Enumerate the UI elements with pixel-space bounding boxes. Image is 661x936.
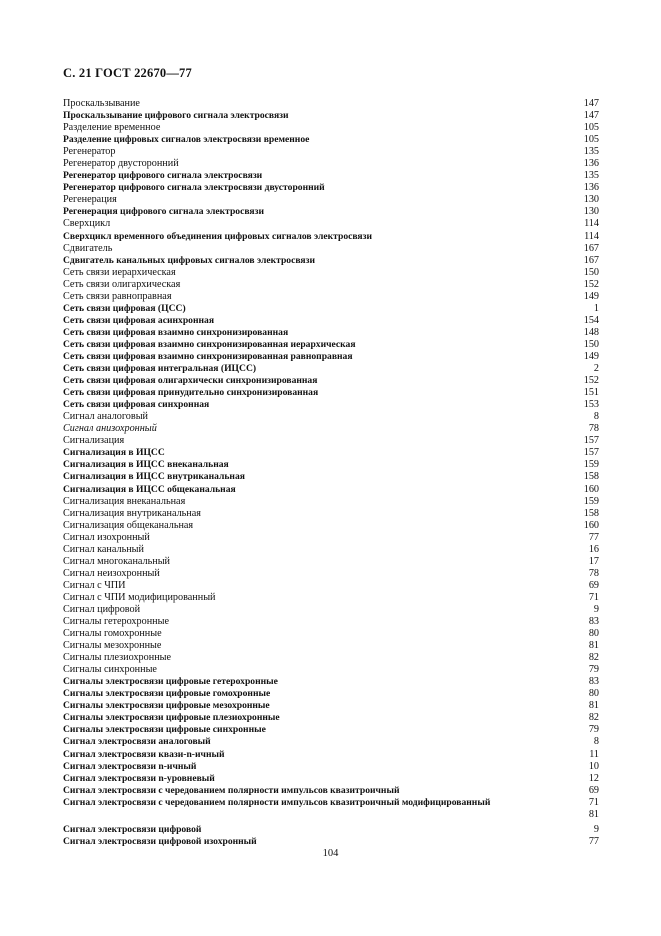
index-term: Сигнал многоканальный bbox=[63, 555, 170, 567]
index-page-ref: 79 bbox=[588, 664, 599, 676]
index-term: Сигналы мезохронные bbox=[63, 640, 162, 652]
index-entry bbox=[63, 291, 599, 303]
index-page-ref: 153 bbox=[583, 399, 599, 411]
index-entry bbox=[63, 471, 599, 483]
index-entry bbox=[63, 327, 599, 339]
index-term: Сигнализация общеканальная bbox=[63, 519, 194, 531]
index-term: Сеть связи равноправная bbox=[63, 290, 172, 302]
index-entry bbox=[63, 688, 599, 700]
index-entry bbox=[63, 785, 599, 797]
index-entry bbox=[63, 496, 599, 508]
index-entry bbox=[63, 170, 599, 182]
index-page-ref: 8 bbox=[593, 411, 599, 423]
index-entry bbox=[63, 146, 599, 158]
index-term: Сдвигатель канальных цифровых сигналов электросвязи bbox=[63, 254, 315, 266]
index-entry bbox=[63, 351, 599, 363]
index-page-ref: 136 bbox=[583, 158, 599, 170]
index-term: Сигналы электросвязи цифровые мезохронные bbox=[63, 700, 270, 712]
index-page-ref: 80 bbox=[588, 688, 599, 700]
index-page-ref: 152 bbox=[583, 278, 599, 290]
index-page-ref: 80 bbox=[588, 628, 599, 640]
index-term: Сигнал электросвязи аналоговый bbox=[63, 736, 211, 748]
index-term: Сигнал канальный bbox=[63, 543, 144, 555]
index-entry bbox=[63, 520, 599, 532]
index-term: Сигналы гетерохронные bbox=[63, 616, 169, 628]
index-page-ref: 81 bbox=[588, 808, 599, 820]
index-entry bbox=[63, 315, 599, 327]
page-header: С. 21 ГОСТ 22670—77 bbox=[63, 66, 192, 80]
index-entry bbox=[63, 435, 599, 447]
index-term: Сигнализация в ИЦСС внеканальная bbox=[63, 459, 229, 471]
index-term: Сигнализация bbox=[63, 435, 125, 447]
index-term: Сигнализация в ИЦСС bbox=[63, 447, 165, 459]
index-entry bbox=[63, 544, 599, 556]
index-entry bbox=[63, 231, 599, 243]
index-entry bbox=[63, 158, 599, 170]
index-term: Сеть связи цифровая синхронная bbox=[63, 399, 210, 411]
index-term: Сеть связи цифровая (ЦСС) bbox=[63, 302, 186, 314]
index-term: Сигналы электросвязи цифровые гетерохронные bbox=[63, 676, 278, 688]
index-term: Сигнал электросвязи с чередованием полярности импульсов квазитроичный модифицированный bbox=[63, 796, 491, 808]
index-page-ref: 150 bbox=[583, 338, 599, 350]
index-entry bbox=[63, 797, 599, 809]
index-page-ref: 11 bbox=[589, 748, 599, 760]
index-page-ref: 10 bbox=[588, 760, 599, 772]
index-entry bbox=[63, 399, 599, 411]
index-entry bbox=[63, 592, 599, 604]
index-entry bbox=[63, 182, 599, 194]
index-entry bbox=[63, 255, 599, 267]
index-term: Регенерация bbox=[63, 194, 117, 206]
index-page-ref: 135 bbox=[583, 146, 599, 158]
index-entry bbox=[63, 122, 599, 134]
index-page-ref: 83 bbox=[588, 616, 599, 628]
index-page-ref: 159 bbox=[583, 459, 599, 471]
index-term: Регенерация цифрового сигнала электросвязи bbox=[63, 206, 264, 218]
index-page-ref: 2 bbox=[593, 363, 599, 375]
index-term: Сеть связи цифровая принудительно синхронизированная bbox=[63, 387, 319, 399]
index-page-ref: 69 bbox=[588, 784, 599, 796]
index-term: Сеть связи цифровая взаимно синхронизированная иерархическая bbox=[63, 338, 356, 350]
index-term: Сигналы электросвязи цифровые гомохронные bbox=[63, 688, 271, 700]
index-entry bbox=[63, 700, 599, 712]
index-entry bbox=[63, 676, 599, 688]
index-page-ref: 12 bbox=[588, 772, 599, 784]
index-entry bbox=[63, 761, 599, 773]
index-entry bbox=[63, 218, 599, 230]
index-page-ref: 71 bbox=[588, 591, 599, 603]
index-term: Сигналы плезиохронные bbox=[63, 652, 172, 664]
index-term: Сеть связи цифровая интегральная (ИЦСС) bbox=[63, 363, 257, 375]
index-entry bbox=[63, 339, 599, 351]
index-page-ref: 81 bbox=[588, 700, 599, 712]
index-page-ref: 77 bbox=[588, 835, 599, 847]
index-entry bbox=[63, 749, 599, 761]
index-page-ref: 152 bbox=[583, 375, 599, 387]
index-term: Сеть связи цифровая олигархически синхронизированная bbox=[63, 375, 318, 387]
index-page-ref: 158 bbox=[583, 507, 599, 519]
index-page-ref: 69 bbox=[588, 579, 599, 591]
index-page-ref: 149 bbox=[583, 290, 599, 302]
index-entry bbox=[63, 712, 599, 724]
index-entry bbox=[63, 447, 599, 459]
index-entry bbox=[63, 724, 599, 736]
index-term: Сигнал цифровой bbox=[63, 603, 141, 615]
index-entry bbox=[63, 604, 599, 616]
index-entry bbox=[63, 279, 599, 291]
index-entry bbox=[63, 652, 599, 664]
index-term: Проскальзывание bbox=[63, 98, 140, 109]
index-page-ref: 79 bbox=[588, 724, 599, 736]
index-term: Сеть связи олигархическая bbox=[63, 278, 181, 290]
index-term: Сдвигатель bbox=[63, 242, 113, 254]
index-term: Разделение временное bbox=[63, 122, 161, 134]
index-term: Сигнализация внутриканальная bbox=[63, 507, 201, 519]
index-term: Сигнал электросвязи n-ичный bbox=[63, 760, 197, 772]
index-entry bbox=[63, 773, 599, 785]
index-entry bbox=[63, 532, 599, 544]
index-page-ref: 150 bbox=[583, 266, 599, 278]
index-term: Регенератор bbox=[63, 146, 116, 158]
index-term: Сигнал электросвязи цифровой bbox=[63, 823, 202, 835]
index-page-ref: 16 bbox=[588, 543, 599, 555]
index-entry bbox=[63, 267, 599, 279]
index-term: Сигнализация внеканальная bbox=[63, 495, 186, 507]
index-page-ref: 9 bbox=[593, 603, 599, 615]
index-entry bbox=[63, 736, 599, 748]
index-term: Сигнал электросвязи цифровой изохронный bbox=[63, 835, 257, 847]
index-term: Сверхцикл bbox=[63, 218, 111, 230]
index-entry bbox=[63, 110, 599, 122]
index-page-ref: 147 bbox=[583, 98, 599, 109]
index-entry bbox=[63, 568, 599, 580]
index-term: Сигнал анизохронный bbox=[63, 423, 157, 435]
index-entry bbox=[63, 628, 599, 640]
index-page-ref: 78 bbox=[588, 567, 599, 579]
index-entry bbox=[63, 303, 599, 315]
index-entry bbox=[63, 824, 599, 836]
index-term: Сигнал с ЧПИ модифицированный bbox=[63, 591, 216, 603]
index-page-ref: 9 bbox=[593, 823, 599, 835]
index-term: Сигналы электросвязи цифровые плезиохронные bbox=[63, 712, 280, 724]
index-term: Сеть связи иерархическая bbox=[63, 266, 176, 278]
index-term: Сеть связи цифровая асинхронная bbox=[63, 314, 215, 326]
index-term: Регенератор цифрового сигнала электросвязи двусторонний bbox=[63, 182, 325, 194]
index-page-ref: 157 bbox=[583, 435, 599, 447]
index-entry bbox=[63, 98, 599, 110]
index-page-ref: 151 bbox=[583, 387, 599, 399]
index-entry bbox=[63, 809, 599, 821]
index-page-ref: 167 bbox=[583, 242, 599, 254]
index-entry bbox=[63, 508, 599, 520]
index-term: Регенератор двусторонний bbox=[63, 158, 179, 170]
index-page-ref: 158 bbox=[583, 471, 599, 483]
index-page-ref: 160 bbox=[583, 519, 599, 531]
index-term: Сверхцикл временного объединения цифровых сигналов электросвязи bbox=[63, 230, 372, 242]
index-page-ref: 105 bbox=[583, 134, 599, 146]
index-page-ref: 135 bbox=[583, 170, 599, 182]
index-term: Сигнал электросвязи с чередованием полярности импульсов квазитроичный bbox=[63, 784, 400, 796]
index-term: Сигнал аналоговый bbox=[63, 411, 149, 423]
index-term: Сигнал изохронный bbox=[63, 531, 150, 543]
index-page-ref: 17 bbox=[588, 555, 599, 567]
index-page-ref: 130 bbox=[583, 194, 599, 206]
index-page-ref: 159 bbox=[583, 495, 599, 507]
index-page-ref: 78 bbox=[588, 423, 599, 435]
index-term: Сигнал с ЧПИ bbox=[63, 579, 126, 591]
index-page-ref: 83 bbox=[588, 676, 599, 688]
index-page-ref: 82 bbox=[588, 712, 599, 724]
index-entry bbox=[63, 484, 599, 496]
index-page-ref: 136 bbox=[583, 182, 599, 194]
index-entry bbox=[63, 836, 599, 848]
index-page-ref: 81 bbox=[588, 640, 599, 652]
index-entry bbox=[63, 459, 599, 471]
index-entry bbox=[63, 375, 599, 387]
index-term: Сигнализация в ИЦСС внутриканальная bbox=[63, 471, 245, 483]
index-entry bbox=[63, 616, 599, 628]
index-entry bbox=[63, 556, 599, 568]
index-page-ref: 1 bbox=[593, 302, 599, 314]
index-entry bbox=[63, 363, 599, 375]
index-term: Сигнал неизохронный bbox=[63, 567, 160, 579]
index-page-ref: 77 bbox=[588, 531, 599, 543]
index-entry bbox=[63, 411, 599, 423]
index-entry bbox=[63, 387, 599, 399]
index-page-ref: 154 bbox=[583, 314, 599, 326]
index-term: Проскальзывание цифрового сигнала электросвязи bbox=[63, 110, 289, 122]
index-page-ref: 148 bbox=[583, 326, 599, 338]
index-entry bbox=[63, 194, 599, 206]
index-entry bbox=[63, 134, 599, 146]
index-term: Разделение цифровых сигналов электросвязи временное bbox=[63, 134, 310, 146]
index-page-ref: 82 bbox=[588, 652, 599, 664]
index-term: Сигналы синхронные bbox=[63, 664, 157, 676]
index-page-ref: 130 bbox=[583, 206, 599, 218]
index-entry bbox=[63, 243, 599, 255]
index-page-ref: 149 bbox=[583, 350, 599, 362]
index-page-ref: 160 bbox=[583, 483, 599, 495]
index-entry bbox=[63, 206, 599, 218]
index-page-ref: 167 bbox=[583, 254, 599, 266]
index-term: Сеть связи цифровая взаимно синхронизированная равноправная bbox=[63, 350, 353, 362]
index-term: Сигнал электросвязи квази-n-ичный bbox=[63, 748, 225, 760]
index-entry bbox=[63, 423, 599, 435]
index-entry bbox=[63, 664, 599, 676]
index-term: Сигнализация в ИЦСС общеканальная bbox=[63, 483, 236, 495]
index-page-ref: 114 bbox=[584, 230, 599, 242]
index-page-ref: 105 bbox=[583, 122, 599, 134]
index-term: Сеть связи цифровая взаимно синхронизированная bbox=[63, 326, 289, 338]
index-entry bbox=[63, 580, 599, 592]
index-entry bbox=[63, 640, 599, 652]
index-term: Регенератор цифрового сигнала электросвязи bbox=[63, 170, 263, 182]
index-term: Сигнал электросвязи n-уровневый bbox=[63, 772, 215, 784]
subject-index bbox=[63, 98, 599, 848]
index-page-ref: 71 bbox=[588, 796, 599, 808]
index-term: Сигналы гомохронные bbox=[63, 628, 162, 640]
page-number: 104 bbox=[322, 848, 339, 859]
index-page-ref: 157 bbox=[583, 447, 599, 459]
index-page-ref: 114 bbox=[584, 218, 599, 230]
index-page-ref: 8 bbox=[593, 736, 599, 748]
index-term: Сигналы электросвязи цифровые синхронные bbox=[63, 724, 266, 736]
index-page-ref: 147 bbox=[583, 110, 599, 122]
